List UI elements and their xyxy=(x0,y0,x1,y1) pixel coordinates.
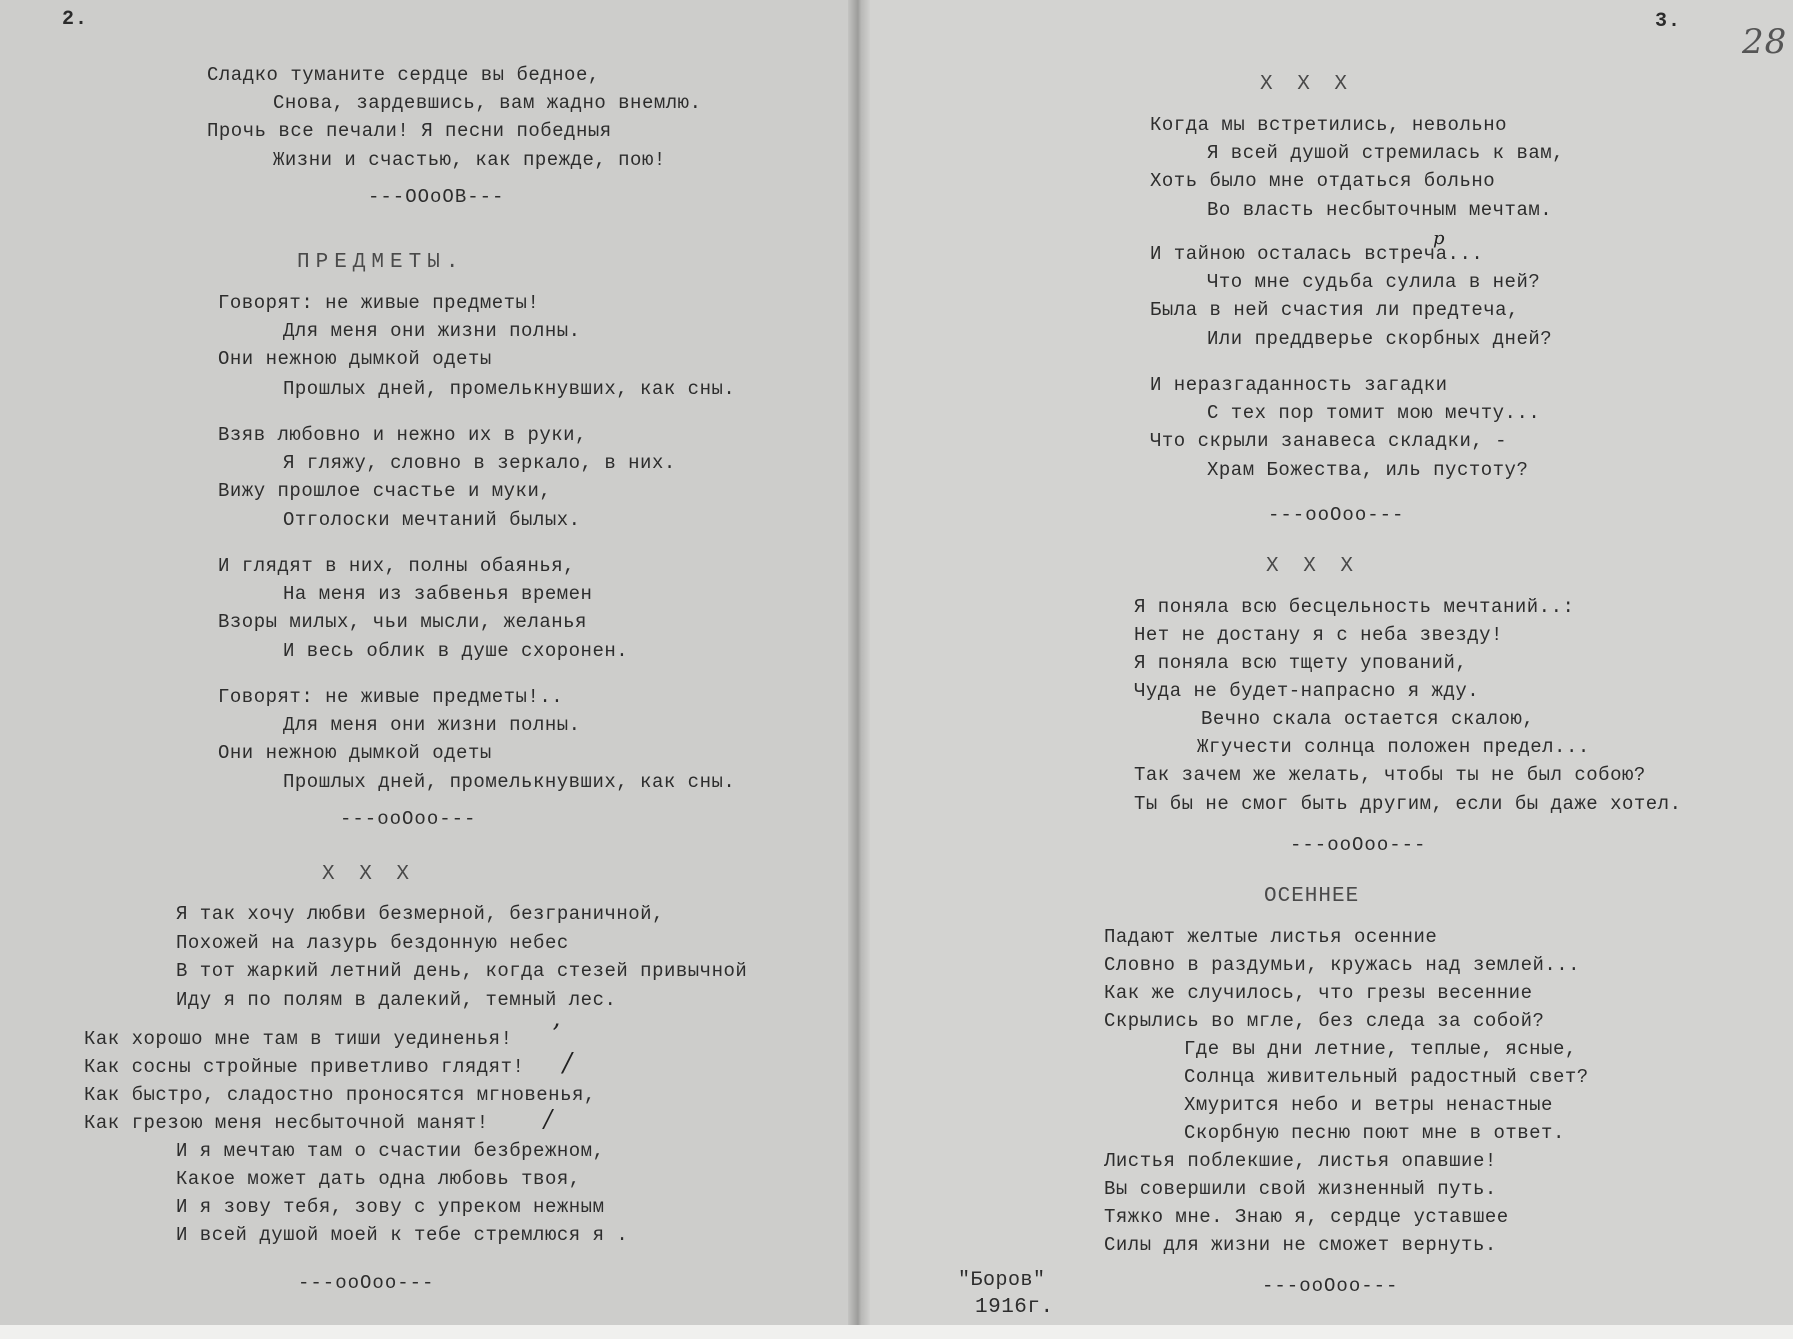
poem-line: Я всей душой стремилась к вам, xyxy=(1207,142,1565,164)
poem-line: Вы совершили свой жизненный путь. xyxy=(1104,1178,1497,1200)
poem-line: Говорят: не живые предметы! xyxy=(218,292,540,314)
poem-line: Как хорошо мне там в тиши уединенья! xyxy=(84,1028,513,1050)
poem-line: Я так хочу любви безмерной, безграничной, xyxy=(176,903,664,925)
poem-line: Снова, зардевшись, вам жадно внемлю. xyxy=(273,92,702,114)
poem-line: Прошлых дней, промелькнувших, как сны. xyxy=(283,378,736,400)
poem-line: Хоть было мне отдаться больно xyxy=(1150,170,1496,192)
handwritten-exclamation-mark: / xyxy=(563,1048,572,1078)
poem-predmety-separator: ---ооОоо--- xyxy=(340,808,477,830)
poem-line: Так зачем же желать, чтобы ты не был собою? xyxy=(1134,764,1646,786)
poem-line: Для меня они жизни полны. xyxy=(283,714,581,736)
poem-line: Солнца живительный радостный свет? xyxy=(1184,1066,1589,1088)
poem-line: Как же случилось, что грезы весенние xyxy=(1104,982,1533,1004)
poem-line: Вечно скала остается скалою, xyxy=(1201,708,1535,730)
poem-line: Словно в раздумьи, кружась над землей... xyxy=(1104,954,1581,976)
poem-line: Похожей на лазурь бездонную небес xyxy=(176,932,569,954)
poem-line: Взяв любовно и нежно их в руки, xyxy=(218,424,587,446)
poem-line: Хмурится небо и ветры ненастные xyxy=(1184,1094,1553,1116)
poem-line: Когда мы встретились, невольно xyxy=(1150,114,1508,136)
poem-line: И всей душой моей к тебе стремлюся я . xyxy=(176,1224,629,1246)
poem-line: Сладко туманите сердце вы бедное, xyxy=(207,64,600,86)
poem-autumn-separator: ---ооОоо--- xyxy=(1262,1275,1399,1297)
poem-line: Отголоски мечтаний былых. xyxy=(283,509,581,531)
poem-line: Была в ней счастия ли предтеча, xyxy=(1150,299,1519,321)
poem-love-separator: ---ооОоо--- xyxy=(298,1272,435,1294)
poem-line: Листья поблекшие, листья опавшие! xyxy=(1104,1150,1497,1172)
poem-line: Я поняла всю тщету упований, xyxy=(1134,652,1468,674)
poem-line: Падают желтые листья осенние xyxy=(1104,926,1438,948)
poem-line: Во власть несбыточным мечтам. xyxy=(1207,199,1553,221)
poem-line: Для меня они жизни полны. xyxy=(283,320,581,342)
poem-line: Они нежною дымкой одеты xyxy=(218,742,492,764)
poem-line: И я зову тебя, зову с упреком нежным xyxy=(176,1196,605,1218)
poem-line: Вижу прошлое счастье и муки, xyxy=(218,480,552,502)
poem-line: Или преддверье скорбных дней? xyxy=(1207,328,1553,350)
poem-line: Скрылись во мгле, без следа за собой? xyxy=(1104,1010,1545,1032)
poem-line: Как грезою меня несбыточной манят! xyxy=(84,1112,489,1134)
page-gutter xyxy=(848,0,870,1339)
poem-title-xxx-3: Х Х Х xyxy=(1266,555,1360,578)
poem-line: Что мне судьба сулила в ней? xyxy=(1207,271,1541,293)
handwritten-exclamation-mark: ʼ xyxy=(551,1020,560,1050)
poem-line: Силы для жизни не сможет вернуть. xyxy=(1104,1234,1497,1256)
poem-title-xxx-2: Х Х Х xyxy=(1260,73,1354,96)
poem-line: Храм Божества, иль пустоту? xyxy=(1207,459,1529,481)
poem-line: Тяжко мне. Знаю я, сердце уставшее xyxy=(1104,1206,1509,1228)
handwritten-correction-mark: р xyxy=(1433,228,1445,249)
poem-line: Ты бы не смог быть другим, если бы даже хотел. xyxy=(1134,793,1682,815)
poem-line: Я гляжу, словно в зеркало, в них. xyxy=(283,452,676,474)
poem-line: И весь облик в душе схоронен. xyxy=(283,640,629,662)
poem-title-predmety: ПРЕДМЕТЫ. xyxy=(297,251,465,274)
archive-page-number: 28 xyxy=(1742,22,1788,62)
poem-line: Скорбную песню поют мне в ответ. xyxy=(1184,1122,1565,1144)
poem-line: Говорят: не живые предметы!.. xyxy=(218,686,564,708)
poem-line: И я мечтаю там о счастии безбрежном, xyxy=(176,1140,605,1162)
poem-line: Какое может дать одна любовь твоя, xyxy=(176,1168,581,1190)
poem-title-xxx-1: Х Х Х xyxy=(322,863,416,886)
poem-line: Прочь все печали! Я песни победныя xyxy=(207,120,612,142)
right-page-number: 3. xyxy=(1655,10,1682,33)
poem-line: Где вы дни летние, теплые, ясные, xyxy=(1184,1038,1577,1060)
poem-line: И глядят в них, полны обаянья, xyxy=(218,555,576,577)
poem-line: Жизни и счастью, как прежде, пою! xyxy=(273,149,666,171)
intro-separator: ---ООоОВ--- xyxy=(368,186,505,208)
footer-place: "Боров" xyxy=(958,1269,1046,1292)
poem-line: Взоры милых, чьи мысли, желанья xyxy=(218,611,587,633)
poem-line: И неразгаданность загадки xyxy=(1150,374,1448,396)
poem-line: Чуда не будет-напрасно я жду. xyxy=(1134,680,1480,702)
poem-line: С тех пор томит мою мечту... xyxy=(1207,402,1541,424)
poem-line: Иду я по полям в далекий, темный лес. xyxy=(176,989,617,1011)
poem-line: И тайною осталась встреча... xyxy=(1150,243,1484,265)
poem-meeting-separator: ---ооОоо--- xyxy=(1268,504,1405,526)
footer-year: 1916г. xyxy=(975,1296,1054,1319)
poem-line: На меня из забвенья времен xyxy=(283,583,593,605)
poem-dreams-separator: ---ооОоо--- xyxy=(1290,834,1427,856)
poem-line: Как быстро, сладостно проносятся мгновенья, xyxy=(84,1084,596,1106)
poem-line: Жгучести солнца положен предел... xyxy=(1197,736,1590,758)
scan-edge xyxy=(0,1325,1793,1339)
poem-line: В тот жаркий летний день, когда стезей привычной xyxy=(176,960,748,982)
handwritten-exclamation-mark: / xyxy=(544,1105,553,1133)
poem-line: Что скрыли занавеса складки, - xyxy=(1150,430,1508,452)
poem-line: Нет не достану я с неба звезду! xyxy=(1134,624,1503,646)
poem-line: Я поняла всю бесцельность мечтаний..: xyxy=(1134,596,1575,618)
left-page-number: 2. xyxy=(62,8,89,31)
poem-line: Прошлых дней, промелькнувших, как сны. xyxy=(283,771,736,793)
poem-line: Как сосны стройные приветливо глядят! xyxy=(84,1056,525,1078)
poem-line: Они нежною дымкой одеты xyxy=(218,348,492,370)
poem-title-osennee: ОСЕННЕЕ xyxy=(1264,885,1360,908)
